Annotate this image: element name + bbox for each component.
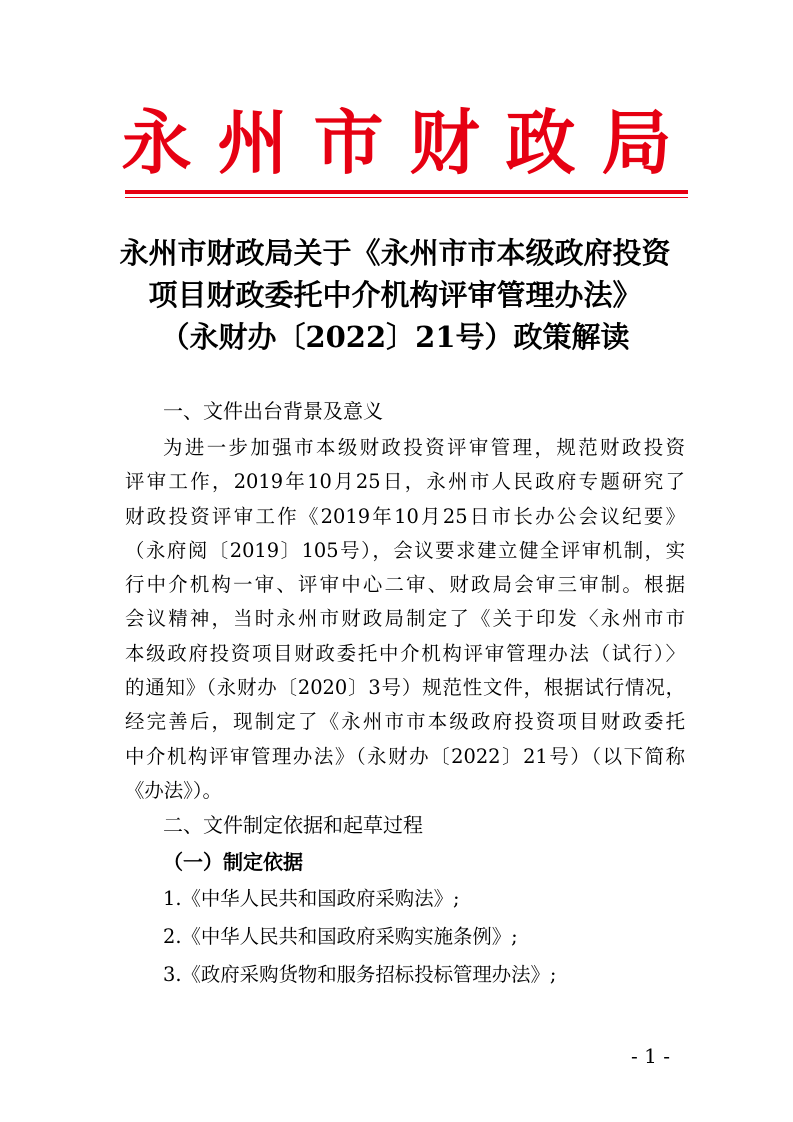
list-item: 3.《政府采购货物和服务招标投标管理办法》; [163, 963, 557, 987]
list-item: 2.《中华人民共和国政府采购实施条例》; [163, 925, 518, 949]
paragraph-line: 《办法》）。 [125, 778, 222, 802]
paragraph-line: 会议精神，当时永州市财政局制定了《关于印发〈永州市市 [125, 607, 685, 631]
paragraph-line: 财政投资评审工作《2019年10月25日市长办公会议纪要》 [125, 504, 685, 528]
section-paragraph [125, 431, 685, 808]
paragraph-line: 行中介机构一审、评审中心二审、财政局会审三审制。根据 [125, 573, 685, 597]
title-line: （永财办〔2022〕21号）政策解读 [160, 320, 630, 354]
paragraph-line: 的通知》（永财办〔2020〕3号）规范性文件，根据试行情况， [125, 676, 685, 700]
document-body [125, 394, 685, 996]
paragraph-line: （永府阅〔2019〕105号），会议要求建立健全评审机制，实 [125, 538, 685, 562]
page-number: - 1 - [631, 1044, 670, 1068]
document-title [95, 232, 695, 358]
section-heading: 二、文件制定依据和起草过程 [163, 813, 423, 838]
paragraph-line: 为进一步加强市本级财政投资评审管理，规范财政投资 [163, 436, 685, 459]
paragraph-line: 中介机构评审管理办法》（永财办〔2022〕21号）（以下简称 [125, 744, 685, 768]
paragraph-line: 评审工作，2019年10月25日，永州市人民政府专题研究了 [125, 470, 685, 494]
title-line: 永州市财政局关于《永州市市本级政府投资 [119, 236, 671, 270]
masthead-title: 永州市财政局 [121, 101, 698, 184]
title-line: 项目财政委托中介机构评审管理办法》 [148, 278, 642, 312]
sub-heading: （一）制定依据 [163, 850, 303, 875]
masthead-rule-thin [125, 197, 688, 198]
section-heading: 一、文件出台背景及意义 [163, 399, 383, 423]
paragraph-line: 经完善后，现制定了《永州市市本级政府投资项目财政委托 [125, 710, 685, 734]
paragraph-line: 本级政府投资项目财政委托中介机构评审管理办法（试行）〉 [125, 641, 685, 665]
masthead-rule-thick [125, 190, 688, 194]
list-item: 1.《中华人民共和国政府采购法》; [163, 887, 460, 911]
